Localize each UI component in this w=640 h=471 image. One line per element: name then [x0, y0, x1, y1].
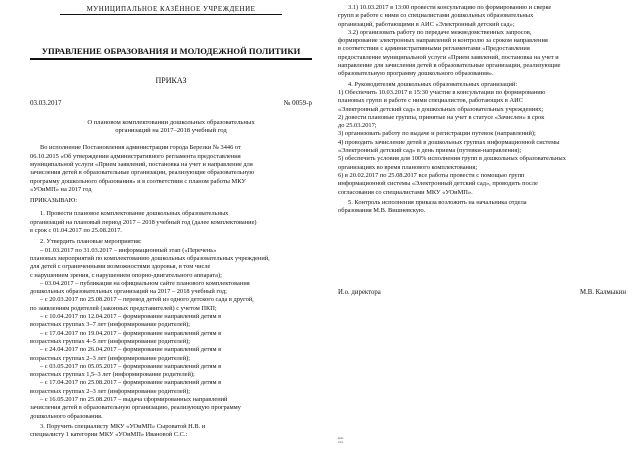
signatory-name: М.В. Калмыкин: [579, 289, 626, 296]
subject-line: организаций на 2017–2018 учебный год: [115, 127, 227, 135]
text-line: 1) Обеспечить 10.03.2017 в 15:30 участие в консультации по формированию: [338, 88, 546, 96]
text-line: до 25.03.2017;: [338, 122, 377, 130]
text-line: групп и работе с ними со специалистами дошкольных образовательных: [338, 12, 534, 20]
text-line: согласования со специалистами МКУ «УОиМП».: [338, 188, 473, 196]
command-word: ПРИКАЗЫВАЮ:: [30, 197, 78, 205]
text-line: 3) организовать работу по выдаче и регистрации путевок (направлений);: [338, 130, 536, 138]
text-line: возрастных группах 2–3 лет (информирование родителей);: [30, 354, 191, 362]
item-3-continued: [338, 4, 626, 79]
text-line: образования М.В. Вишневскую.: [338, 207, 426, 215]
text-line: программу дошкольного образования» и в соответствии с планом работы МКУ: [30, 177, 246, 185]
item-heading: 4. Руководителям дошкольных образовательных организаций:: [348, 80, 518, 88]
text-line: 3.1) 10.03.2017 в 13:00 провести консультацию по формированию и сверке: [348, 4, 552, 11]
text-line: предоставление муниципальной услуги «Прием заявлений, постановка на учет и: [338, 53, 559, 61]
text-line: возрастных группах 4–5 лет (информирование родителей);: [30, 337, 191, 345]
text-line: возрастных группах 3–7 лет (информирование родителей);: [30, 321, 191, 329]
date-number-row: [30, 99, 312, 108]
item-4: [338, 81, 626, 197]
executor-line: исп.: [338, 436, 344, 440]
text-line: 3. Поручить специалисту МКУ «УОиМП» Сыроватой Н.В. и: [40, 422, 206, 430]
right-column: [338, 4, 626, 215]
text-line: 6) в 20.02.2017 по 25.08.2017 все работы провести с помощью групп: [338, 171, 525, 179]
text-line: муниципальной услуги «Прием заявлений, постановка на учет и направление для: [30, 161, 253, 168]
preamble: [30, 144, 312, 194]
text-line: организациях во время планового комплектования;: [338, 163, 478, 171]
text-line: в срок с 01.04.2017 по 25.08.2017.: [30, 227, 122, 235]
text-line: в соответствии с административными регламентами «Предоставления: [338, 45, 530, 53]
order-number: № 0059-р: [283, 99, 312, 107]
text-line: организаций, работающими в АИС «Электронный детский сад»;: [338, 20, 515, 28]
text-line: Во исполнение Постановления администрации города Березки № 3446 от: [40, 144, 241, 152]
text-line: для детей с ограниченными возможностями здоровья, в том числе: [30, 263, 211, 271]
text-line: 5) обеспечить условия для 100% исполнения групп в дошкольных образовательных: [338, 155, 566, 163]
item-3: [30, 423, 312, 440]
text-line: – с 16.05.2017 по 25.08.2017 – выдача сформированных направлений: [40, 396, 228, 404]
text-line: направление для зачисления детей в образовательные организации, реализующие: [338, 62, 561, 70]
text-line: 06.10.2015 «Об утверждении административного регламента предоставления: [30, 152, 241, 160]
item-1: [30, 210, 312, 235]
text-line: 4) проводить зачисление детей в дошкольных группах информационной системы: [338, 138, 560, 146]
text-line: плановых мероприятий по комплектованию дошкольных образовательных учреждений,: [30, 254, 270, 262]
executor-note: [338, 437, 344, 445]
text-line: организаций на плановый период 2017 – 2018 учебный год (далее комплектование): [30, 218, 257, 226]
text-line: 5. Контроль исполнения приказа возложить на начальника отдела: [348, 198, 527, 206]
subject-line: О плановом комплектовании дошкольных образовательных: [87, 119, 255, 126]
left-column: [30, 4, 312, 440]
left-body: [30, 144, 312, 439]
text-line: – с 17.04.2017 по 19.04.2017 – формирование направлений детям в: [40, 329, 222, 337]
order-date: 03.03.2017: [30, 99, 62, 107]
text-line: – с 24.04.2017 по 26.04.2017 – формирование направлений детям в: [40, 346, 222, 354]
text-line: 2) довести плановые группы, принятые на учет в статусе «Зачислен» в срок: [338, 113, 545, 121]
item-heading: 2. Утвердить плановые мероприятия:: [40, 238, 142, 246]
phone-line: тел.: [338, 439, 344, 444]
item-5: [338, 199, 626, 216]
text-line: специалисту 1 категории МКУ «УОиМП» Ивановой С.С.:: [30, 431, 188, 439]
text-line: – с 17.04.2017 по 25.08.2017 – формирование направлений детям в: [40, 379, 222, 387]
text-line: возрастных группах 1,5–3 лет (информирование родителей);: [30, 371, 195, 379]
text-line: «Электронный детский сад» в день приема (путевки-направления);: [338, 147, 522, 155]
text-line: формирование электронных направлений и контролю за сроком направления: [338, 37, 548, 45]
signatory-role: И.о. директора: [338, 289, 381, 296]
text-line: зачисления детей в образовательные организации, реализующие образовательную: [30, 169, 255, 177]
text-line: образовательную программу дошкольного образования».: [338, 70, 494, 78]
text-line: «Электронный детский сад» в дошкольных образовательных учреждениях;: [338, 105, 544, 113]
document-type: ПРИКАЗ: [155, 76, 187, 85]
department-name: УПРАВЛЕНИЕ ОБРАЗОВАНИЯ И МОЛОДЕЖНОЙ ПОЛИТИКИ: [30, 45, 312, 60]
organization-name: МУНИЦИПАЛЬНОЕ КАЗЁННОЕ УЧРЕЖДЕНИЕ: [60, 4, 282, 15]
order-subject: [30, 119, 312, 135]
text-line: – с 03.05.2017 по 05.05.2017 – формирование направлений детям в: [40, 362, 222, 370]
text-line: зачисления детей в образовательную организацию, реализующую программу: [30, 404, 241, 412]
text-line: плановых групп и работе с ними специалистов, работающих в АИС: [338, 97, 524, 105]
text-line: информационной системы «Электронный детский сад», проводить после: [338, 180, 538, 188]
text-line: – с 10.04.2017 по 12.04.2017 – формирование направлений детям в: [40, 313, 222, 321]
text-line: – с 20.03.2017 по 25.08.2017 – перевод детей из одного детского сада в другой,: [40, 296, 254, 304]
text-line: «УОиМП» на 2017 год: [30, 185, 92, 193]
text-line: с нарушением зрения, с нарушением опорно-двигательного аппарата);: [30, 271, 222, 279]
text-line: по заявлениям родителей (законных представителей) с учетом ПКП;: [30, 304, 217, 312]
text-line: дошкольных образовательных организаций на 2017 – 2018 учебный год;: [30, 288, 227, 296]
text-line: дошкольного образования.: [30, 412, 103, 420]
item-2: [30, 238, 312, 421]
text-line: – 03.04.2017 – публикация на официальном сайте планового комплектования: [40, 279, 250, 287]
text-line: 1. Провести плановое комплектование дошкольных образовательных: [40, 210, 229, 218]
signature-block: [338, 288, 626, 297]
text-line: возрастных группах 2–3 лет (информирование родителей);: [30, 387, 191, 395]
text-line: – 01.03.2017 по 31.03.2017 – информационный этап («Перечень»: [40, 246, 217, 254]
text-line: 3.2) организовать работу по передаче межведомственных запросов,: [348, 28, 532, 36]
